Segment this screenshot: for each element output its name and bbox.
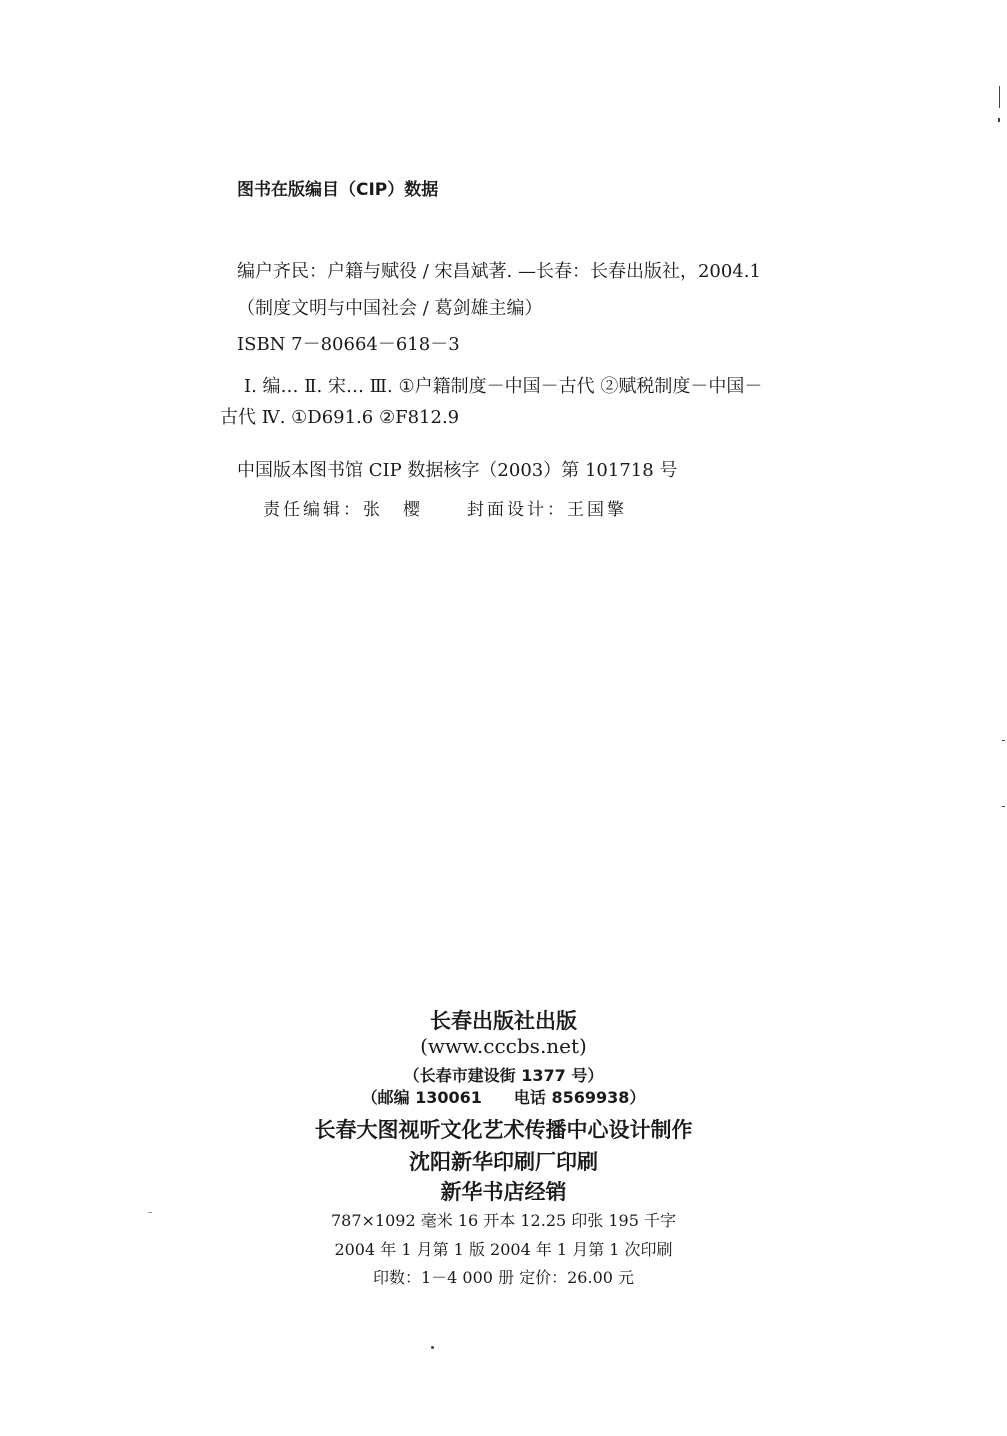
scan-speck [148, 1212, 152, 1213]
responsible-editor: 责任编辑：张 樱 [263, 500, 423, 520]
publisher-address: （长春市建设街 1377 号） [403, 1066, 604, 1085]
credits-line [263, 502, 627, 519]
scan-edge-mark [998, 118, 1000, 122]
scan-edge-mark [1002, 806, 1005, 807]
publisher-postal-phone: （邮编 130061 电话 8569938） [361, 1088, 646, 1107]
publisher-website: (www.cccbs.net) [420, 1034, 587, 1058]
publisher-name: 长春出版社出版 [430, 1009, 577, 1033]
print-run-price: 印数：1－4 000 册 定价：26.00 元 [372, 1268, 635, 1287]
cover-designer: 封面设计：王国擎 [467, 500, 627, 520]
edition-info: 2004 年 1 月第 1 版 2004 年 1 月第 1 次印刷 [334, 1240, 673, 1259]
cip-classification-line-2: 古代 Ⅳ. ①D691.6 ②F812.9 [220, 407, 460, 428]
scan-speck [431, 1346, 434, 1349]
cip-classification-line-1: Ⅰ. 编… Ⅱ. 宋… Ⅲ. ①户籍制度－中国－古代 ②赋税制度－中国－ [244, 376, 763, 397]
cip-heading: 图书在版编目（CIP）数据 [237, 180, 439, 200]
cip-approval-number: 中国版本图书馆 CIP 数据核字（2003）第 101718 号 [237, 460, 678, 481]
printer: 沈阳新华印刷厂印刷 [409, 1150, 598, 1174]
distributor: 新华书店经销 [440, 1180, 567, 1204]
scan-edge-mark [1002, 740, 1005, 741]
cip-title-line: 编户齐民：户籍与赋役 / 宋昌斌著. —长春：长春出版社，2004.1 [237, 261, 761, 282]
format-specs: 787×1092 毫米 16 开本 12.25 印张 195 千字 [331, 1211, 676, 1230]
scan-edge-mark [999, 86, 1000, 108]
design-production: 长春大图视听文化艺术传播中心设计制作 [314, 1118, 693, 1142]
cip-isbn: ISBN 7－80664－618－3 [237, 334, 460, 355]
cip-series-line: （制度文明与中国社会 / 葛剑雄主编） [237, 298, 543, 319]
